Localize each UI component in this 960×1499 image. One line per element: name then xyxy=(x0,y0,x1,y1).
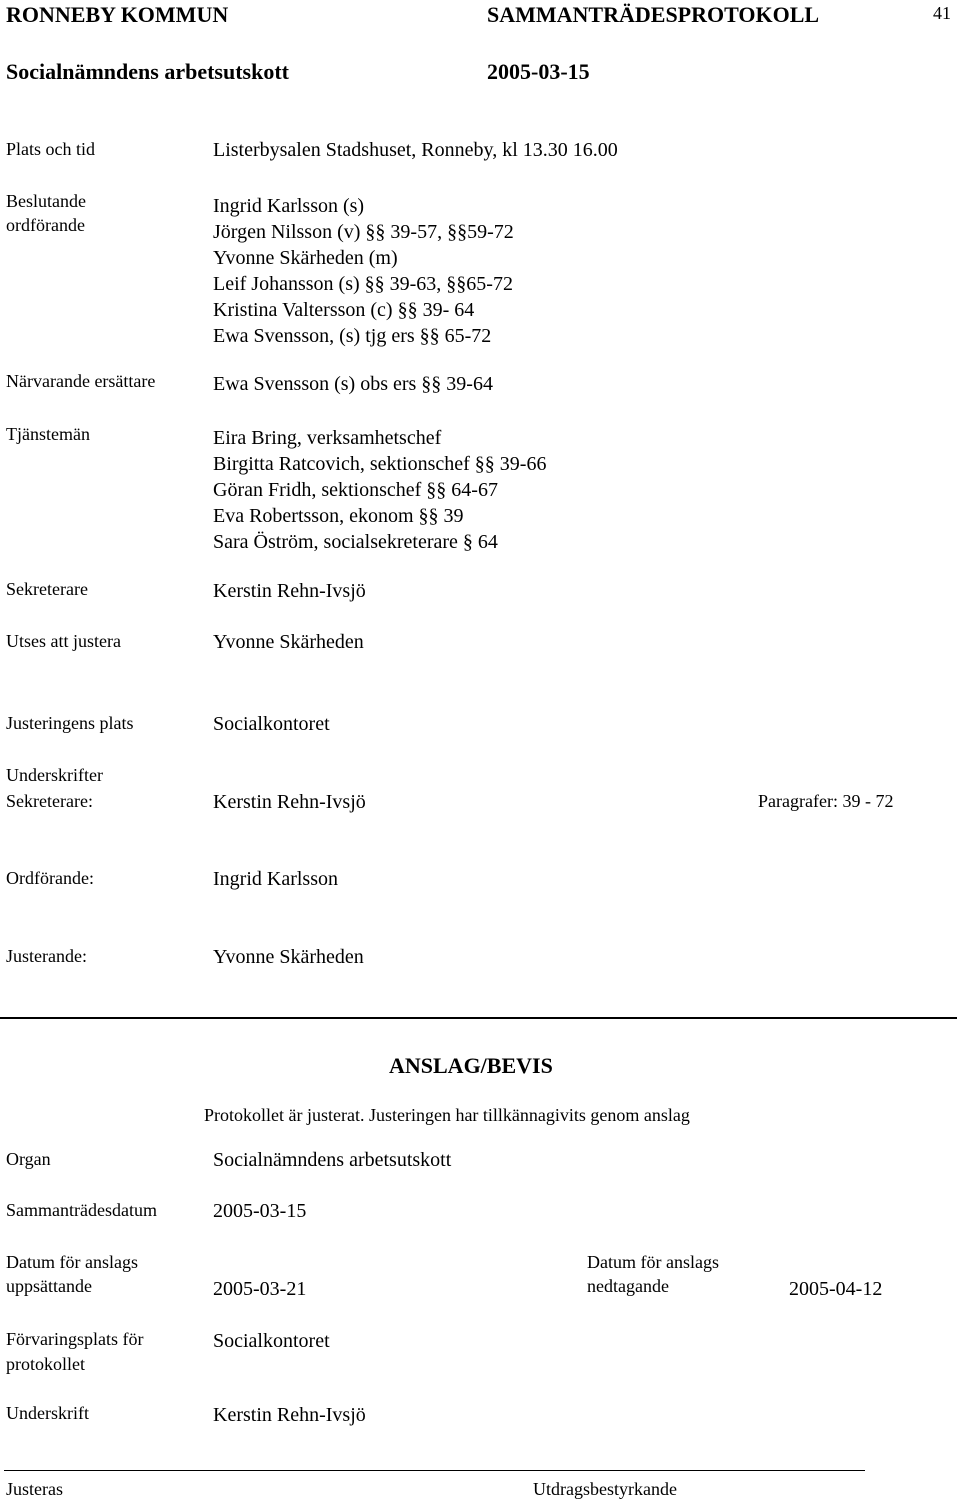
signature-value: Kerstin Rehn-Ivsjö xyxy=(213,1404,366,1426)
deciding-label-1: Beslutande xyxy=(6,191,86,211)
footer-adjusted: Justeras xyxy=(6,1479,63,1499)
signature-secretary-name: Kerstin Rehn-Ivsjö xyxy=(213,791,366,813)
place-time-label: Plats och tid xyxy=(6,139,95,159)
document-type: SAMMANTRÄDESPROTOKOLL xyxy=(487,2,820,27)
meeting-date-label: Sammanträdesdatum xyxy=(6,1200,157,1220)
organ-value: Socialnämndens arbetsutskott xyxy=(213,1149,452,1171)
official: Birgitta Ratcovich, sektionschef §§ 39-66 xyxy=(213,453,547,475)
removed-label-1: Datum för anslags xyxy=(587,1252,719,1272)
notice-title: ANSLAG/BEVIS xyxy=(389,1053,553,1078)
adjuster-value: Yvonne Skärheden xyxy=(213,631,364,653)
deciding-members xyxy=(213,193,514,349)
deciding-member: Kristina Valtersson (c) §§ 39- 64 xyxy=(213,299,475,321)
deciding-member: Ingrid Karlsson (s) xyxy=(213,195,365,217)
footer-rule xyxy=(4,1470,865,1471)
removed-value: 2005-04-12 xyxy=(789,1278,883,1300)
storage-label-1: Förvaringsplats för xyxy=(6,1329,144,1349)
body-name: Socialnämndens arbetsutskott xyxy=(6,59,289,84)
deciding-member: Ewa Svensson, (s) tjg ers §§ 65-72 xyxy=(213,325,492,347)
deciding-label-2: ordförande xyxy=(6,215,85,235)
secretary-label: Sekreterare xyxy=(6,579,88,599)
place-time-value: Listerbysalen Stadshuset, Ronneby, kl 13.30 16.00 xyxy=(213,139,618,161)
section-divider xyxy=(0,1017,957,1019)
adjust-place-value: Socialkontoret xyxy=(213,713,330,735)
officials-members xyxy=(213,425,546,555)
signature-chair-name: Ingrid Karlsson xyxy=(213,868,338,890)
org-name: RONNEBY KOMMUN xyxy=(6,2,229,27)
official: Eira Bring, verksamhetschef xyxy=(213,427,442,449)
officials-label: Tjänstemän xyxy=(6,424,90,444)
signature-adjuster-label: Justerande: xyxy=(6,946,87,966)
signature-secretary-label: Sekreterare: xyxy=(6,791,93,811)
posted-label-2: uppsättande xyxy=(6,1276,92,1296)
signature-label: Underskrift xyxy=(6,1403,89,1423)
official: Eva Robertsson, ekonom §§ 39 xyxy=(213,505,464,527)
secretary-value: Kerstin Rehn-Ivsjö xyxy=(213,580,366,602)
storage-value: Socialkontoret xyxy=(213,1330,330,1352)
removed-label-2: nedtagande xyxy=(587,1276,669,1296)
footer-certified: Utdragsbestyrkande xyxy=(533,1479,677,1499)
posted-label-1: Datum för anslags xyxy=(6,1252,138,1272)
adjuster-label: Utses att justera xyxy=(6,631,121,651)
page-number: 41 xyxy=(933,3,951,23)
adjust-place-label: Justeringens plats xyxy=(6,713,134,733)
official: Göran Fridh, sektionschef §§ 64-67 xyxy=(213,479,498,501)
signatures-heading: Underskrifter xyxy=(6,765,103,785)
organ-label: Organ xyxy=(6,1149,51,1169)
notice-statement: Protokollet är justerat. Justeringen har tillkännagivits genom anslag xyxy=(204,1105,690,1125)
signature-chair-label: Ordförande: xyxy=(6,868,94,888)
deciding-member: Jörgen Nilsson (v) §§ 39-57, §§59-72 xyxy=(213,221,514,243)
substitutes-value: Ewa Svensson (s) obs ers §§ 39-64 xyxy=(213,373,493,395)
substitutes-label: Närvarande ersättare xyxy=(6,371,156,391)
official: Sara Öström, socialsekreterare § 64 xyxy=(213,531,498,553)
deciding-member: Yvonne Skärheden (m) xyxy=(213,247,398,269)
posted-value: 2005-03-21 xyxy=(213,1278,307,1300)
paragraphs: Paragrafer: 39 - 72 xyxy=(758,791,894,811)
signature-adjuster-name: Yvonne Skärheden xyxy=(213,946,364,968)
deciding-member: Leif Johansson (s) §§ 39-63, §§65-72 xyxy=(213,273,513,295)
meeting-date-value: 2005-03-15 xyxy=(213,1200,307,1222)
meeting-date: 2005-03-15 xyxy=(487,59,590,84)
storage-label-2: protokollet xyxy=(6,1354,85,1374)
